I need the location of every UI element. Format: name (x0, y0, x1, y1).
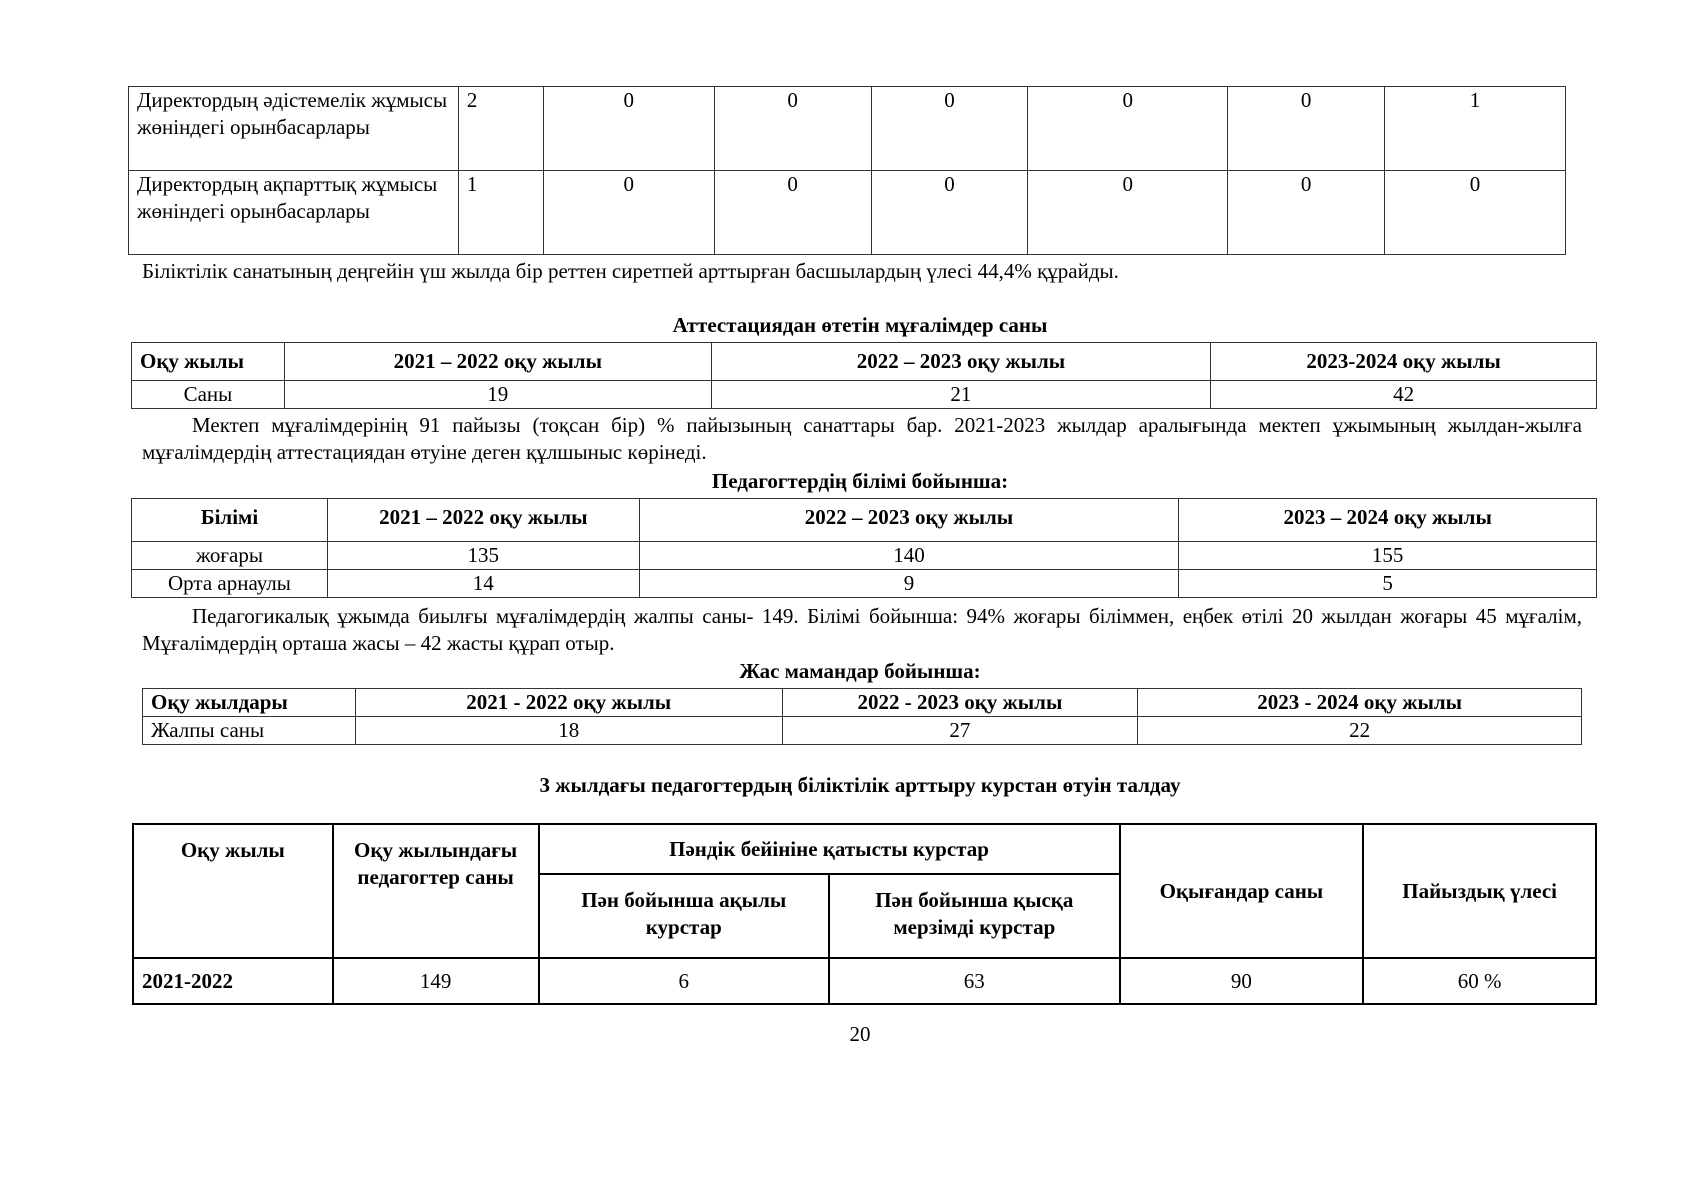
table-row (133, 958, 1596, 1004)
header-cell: 2023-2024 оқу жылы (1211, 343, 1597, 381)
cell: 21 (711, 381, 1211, 409)
cell: 0 (1228, 171, 1385, 255)
cell: 0 (1385, 171, 1566, 255)
table-row (143, 689, 1582, 717)
cell: 2 (458, 87, 543, 171)
row-label: 2021-2022 (133, 958, 333, 1004)
attestation-paragraph: Мектеп мұғалімдерінің 91 пайызы (тоқсан бір) % пайызының санаттары бар. 2021-2023 жылдар аралығында мектеп ұжымының жылдан-жылға мұғалімдердің аттестациядан өтуіне деген құлшыныс көрінеді. (142, 413, 1582, 464)
cell: 22 (1138, 717, 1582, 745)
row-label: Директордың ақпарттық жұмысы жөніндегі орынбасарлары (129, 171, 459, 255)
cell: 18 (355, 717, 782, 745)
header-courses-group: Пәндік бейініне қатысты курстар (539, 824, 1120, 874)
cell: 0 (714, 171, 871, 255)
cell: 42 (1211, 381, 1597, 409)
cell: 90 (1120, 958, 1364, 1004)
table-row (143, 717, 1582, 745)
cell: 0 (871, 87, 1028, 171)
courses-table (132, 823, 1597, 1005)
cell: 9 (639, 570, 1179, 598)
header-cell: 2021 – 2022 оқу жылы (284, 343, 711, 381)
cell: 27 (782, 717, 1138, 745)
courses-title: 3 жылдағы педагогтердың біліктілік арттыру курстан өтуін талдау (539, 773, 1181, 797)
cell: 0 (543, 171, 714, 255)
cell: 0 (543, 87, 714, 171)
header-share: Пайыздық үлесі (1363, 824, 1596, 958)
row-label: Жалпы саны (143, 717, 356, 745)
cell: 149 (333, 958, 539, 1004)
table-row (132, 381, 1597, 409)
header-cell: Оқу жылы (132, 343, 285, 381)
cell: 19 (284, 381, 711, 409)
table-row (133, 824, 1596, 874)
row-label: Директордың әдістемелік жұмысы жөніндегі орынбасарлары (129, 87, 459, 171)
header-cell: 2022 – 2023 оқу жылы (639, 499, 1179, 542)
education-title: Педагогтердің білімі бойынша: (711, 469, 1009, 493)
leaders-note: Біліктілік санатының деңгейін үш жылда бір реттен сиретпей арттырған басшылардың үлесі 44,4% құрайды. (142, 259, 1119, 283)
table-row (132, 343, 1597, 381)
young-specialists-title: Жас мамандар бойынша: (739, 659, 981, 683)
header-year: Оқу жылы (133, 824, 333, 958)
young-specialists-table (142, 688, 1582, 745)
header-teachers: Оқу жылындағы педагогтер саны (333, 824, 539, 958)
row-label: жоғары (132, 542, 328, 570)
cell: 0 (714, 87, 871, 171)
header-cell: 2023 – 2024 оқу жылы (1179, 499, 1597, 542)
education-table (131, 498, 1597, 598)
table-row (129, 171, 1566, 255)
table-row (129, 87, 1566, 171)
cell: 0 (1028, 171, 1228, 255)
cell: 63 (829, 958, 1120, 1004)
attestation-table (131, 342, 1597, 409)
cell: 5 (1179, 570, 1597, 598)
header-cell: 2022 - 2023 оқу жылы (782, 689, 1138, 717)
row-label: Орта арнаулы (132, 570, 328, 598)
header-cell: 2023 - 2024 оқу жылы (1138, 689, 1582, 717)
header-studied: Оқығандар саны (1120, 824, 1364, 958)
cell: 0 (871, 171, 1028, 255)
cell: 14 (327, 570, 639, 598)
table-row (132, 499, 1597, 542)
header-cell: 2022 – 2023 оқу жылы (711, 343, 1211, 381)
education-paragraph: Педагогикалық ұжымда биылғы мұғалімдердің жалпы саны- 149. Білімі бойынша: 94% жоғары біліммен, еңбек өтілі 20 жылдан жоғары 45 мұғалім, Мұғалімдердің орташа жасы – 42 жасты құрап отыр. (142, 604, 1582, 655)
page-number: 20 (849, 1022, 871, 1046)
header-cell: Білімі (132, 499, 328, 542)
cell: 135 (327, 542, 639, 570)
header-cell: Оқу жылдары (143, 689, 356, 717)
cell: 60 % (1363, 958, 1596, 1004)
header-cell: 2021 - 2022 оқу жылы (355, 689, 782, 717)
cell: 0 (1228, 87, 1385, 171)
cell: 140 (639, 542, 1179, 570)
cell: 6 (539, 958, 830, 1004)
leaders-qualification-table (128, 86, 1566, 255)
cell: 1 (1385, 87, 1566, 171)
row-label: Саны (132, 381, 285, 409)
cell: 155 (1179, 542, 1597, 570)
attestation-title: Аттестациядан өтетін мұғалімдер саны (672, 313, 1048, 337)
table-row (132, 570, 1597, 598)
header-cell: 2021 – 2022 оқу жылы (327, 499, 639, 542)
cell: 0 (1028, 87, 1228, 171)
cell: 1 (458, 171, 543, 255)
table-row (132, 542, 1597, 570)
header-paid-courses: Пән бойынша ақылы курстар (539, 874, 830, 958)
header-short-courses: Пән бойынша қысқа мерзімді курстар (829, 874, 1120, 958)
